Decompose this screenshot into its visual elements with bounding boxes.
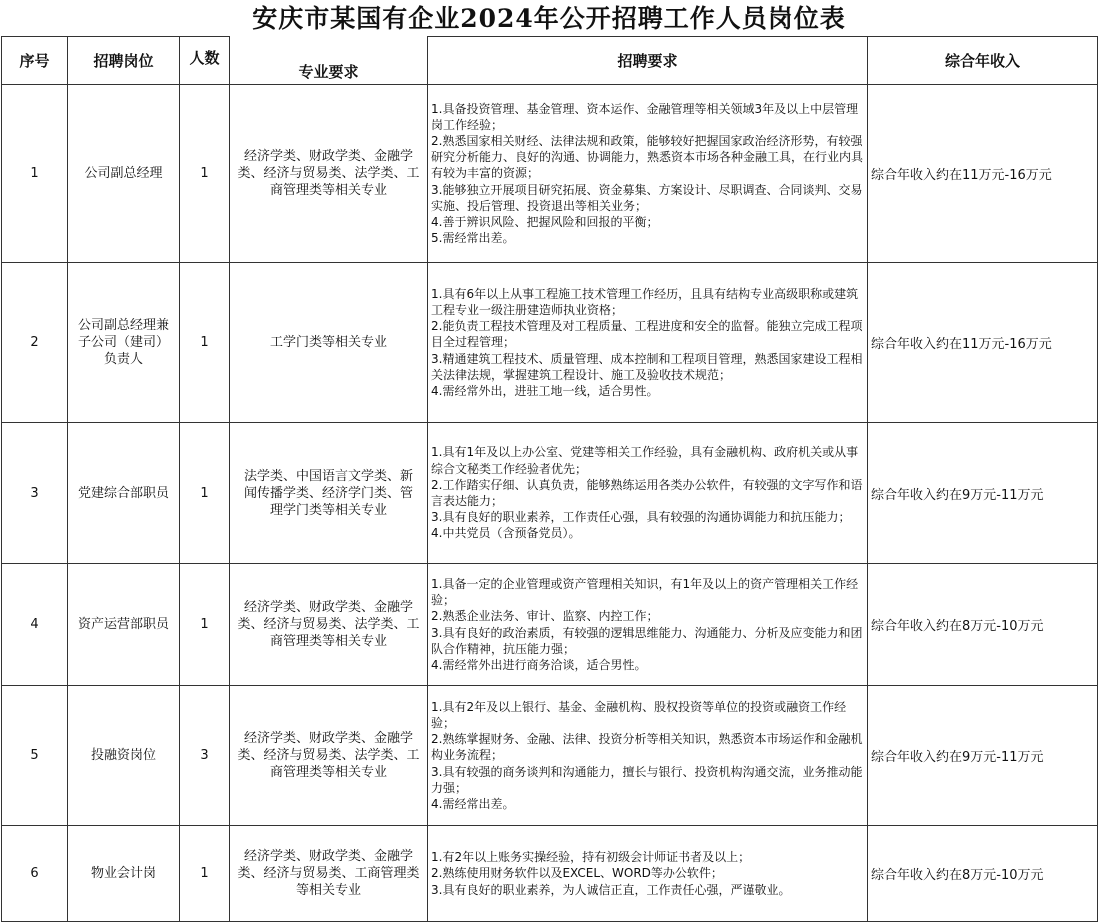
row-income: 综合年收入约在11万元-16万元 xyxy=(868,85,1098,263)
row-count: 1 xyxy=(180,564,230,686)
row-index: 5 xyxy=(2,686,68,826)
row-major: 经济学类、财政学类、金融学类、经济与贸易类、法学类、工商管理类等相关专业 xyxy=(230,85,428,263)
row-index: 4 xyxy=(2,564,68,686)
header-position: 招聘岗位 xyxy=(68,37,180,85)
row-requirements xyxy=(428,85,868,263)
header-requirements: 招聘要求 xyxy=(428,37,868,85)
row-position: 资产运营部职员 xyxy=(68,564,180,686)
requirement-item: 5.需经常出差。 xyxy=(431,231,515,246)
requirement-item: 3.具有良好的职业素养，为人诚信正直，工作责任心强，严谨敬业。 xyxy=(431,882,791,897)
row-income: 综合年收入约在9万元-11万元 xyxy=(868,423,1098,564)
row-count: 1 xyxy=(180,826,230,922)
row-count: 1 xyxy=(180,263,230,423)
row-index: 3 xyxy=(2,423,68,564)
header-count: 人数 xyxy=(180,37,230,85)
table-row xyxy=(2,85,1098,263)
table-row xyxy=(2,826,1098,922)
row-count: 1 xyxy=(180,423,230,564)
row-position: 公司副总经理 xyxy=(68,85,180,263)
requirement-item: 4.需经常外出进行商务洽谈，适合男性。 xyxy=(431,657,647,672)
table-row xyxy=(2,263,1098,423)
row-position: 投融资岗位 xyxy=(68,686,180,826)
requirement-item: 3.具有良好的政治素质，有较强的逻辑思维能力、沟通能力、分析及应变能力和团队合作精神，抗压能力强； xyxy=(431,625,863,656)
header-index: 序号 xyxy=(2,37,68,85)
row-requirements xyxy=(428,564,868,686)
requirement-item: 2.熟悉企业法务、审计、监察、内控工作； xyxy=(431,609,659,624)
row-position: 公司副总经理兼子公司（建司）负责人 xyxy=(68,263,180,423)
page-title: 安庆市某国有企业2024年公开招聘工作人员岗位表 xyxy=(252,4,846,33)
row-requirements xyxy=(428,423,868,564)
requirement-item: 2.熟练掌握财务、金融、法律、投资分析等相关知识，熟悉资本市场运作和金融机构业务流程； xyxy=(431,732,863,763)
requirement-item: 2.熟悉国家相关财经、法律法规和政策，能够较好把握国家政治经济形势，有较强研究分析能力、良好的沟通、协调能力，熟悉资本市场各种金融工具，在行业内具有较为丰富的资源； xyxy=(431,133,864,181)
header-income: 综合年收入 xyxy=(868,37,1098,85)
table-row xyxy=(2,564,1098,686)
positions-table xyxy=(1,36,1098,922)
requirement-item: 2.能负责工程技术管理及对工程质量、工程进度和安全的监督。能独立完成工程项目全过程管理； xyxy=(431,319,863,350)
table-row xyxy=(2,686,1098,826)
requirement-item: 4.需经常出差。 xyxy=(431,797,515,811)
row-position: 物业会计岗 xyxy=(68,826,180,922)
requirement-item: 1.具备投资管理、基金管理、资本运作、金融管理等相关领域3年及以上中层管理岗工作经验； xyxy=(431,101,859,132)
row-requirements xyxy=(428,686,868,826)
requirement-item: 1.具备一定的企业管理或资产管理相关知识，有1年及以上的资产管理相关工作经验； xyxy=(431,576,859,608)
requirement-item: 2.熟练使用财务软件以及EXCEL、WORD等办公软件； xyxy=(431,866,723,881)
requirement-item: 2.工作踏实仔细、认真负责，能够熟练运用各类办公软件，有较强的文字写作和语言表达能力； xyxy=(431,477,863,508)
row-major: 经济学类、财政学类、金融学类、经济与贸易类、法学类、工商管理类等相关专业 xyxy=(230,564,428,686)
row-income: 综合年收入约在11万元-16万元 xyxy=(868,263,1098,423)
row-income: 综合年收入约在8万元-10万元 xyxy=(868,826,1098,922)
requirement-item: 4.中共党员（含预备党员）。 xyxy=(431,526,581,541)
row-index: 2 xyxy=(2,263,68,423)
row-major: 经济学类、财政学类、金融学类、经济与贸易类、工商管理类等相关专业 xyxy=(230,826,428,922)
row-index: 6 xyxy=(2,826,68,922)
row-major: 法学类、中国语言文学类、新闻传播学类、经济学门类、管理学门类等相关专业 xyxy=(230,423,428,564)
header-major: 专业要求 xyxy=(230,37,428,85)
row-income: 综合年收入约在8万元-10万元 xyxy=(868,564,1098,686)
row-index: 1 xyxy=(2,85,68,263)
row-requirements xyxy=(428,263,868,423)
row-major: 工学门类等相关专业 xyxy=(230,263,428,423)
row-requirements xyxy=(428,826,868,922)
row-income: 综合年收入约在9万元-11万元 xyxy=(868,686,1098,826)
requirement-item: 1.具有6年以上从事工程施工技术管理工作经历，且具有结构专业高级职称或建筑工程专业一级注册建造师执业资格； xyxy=(431,286,859,317)
requirement-item: 3.能够独立开展项目研究拓展、资金募集、方案设计、尽职调查、合同谈判、交易实施、投后管理、投资退出等相关业务； xyxy=(431,182,863,213)
requirement-item: 3.精通建筑工程技术、质量管理、成本控制和工程项目管理，熟悉国家建设工程相关法律法规，掌握建筑工程设计、施工及验收技术规范； xyxy=(431,351,863,382)
requirement-item: 1.具有1年及以上办公室、党建等相关工作经验，具有金融机构、政府机关或从事综合文秘类工作经验者优先； xyxy=(431,445,859,476)
requirement-item: 3.具有良好的职业素养，工作责任心强，具有较强的沟通协调能力和抗压能力； xyxy=(431,510,851,525)
requirement-item: 1.有2年以上账务实操经验，持有初级会计师证书者及以上； xyxy=(431,850,751,865)
table-row xyxy=(2,423,1098,564)
row-count: 3 xyxy=(180,686,230,826)
requirement-item: 3.具有较强的商务谈判和沟通能力，擅长与银行、投资机构沟通交流，业务推动能力强； xyxy=(431,764,863,795)
row-major: 经济学类、财政学类、金融学类、经济与贸易类、法学类、工商管理类等相关专业 xyxy=(230,686,428,826)
table-body xyxy=(2,85,1098,922)
row-position: 党建综合部职员 xyxy=(68,423,180,564)
requirement-item: 4.善于辨识风险、把握风险和回报的平衡； xyxy=(431,215,659,229)
row-count: 1 xyxy=(180,85,230,263)
requirement-item: 4.需经常外出，进驻工地一线，适合男性。 xyxy=(431,384,659,398)
requirement-item: 1.具有2年及以上银行、基金、金融机构、股权投资等单位的投资或融资工作经验； xyxy=(431,699,847,730)
